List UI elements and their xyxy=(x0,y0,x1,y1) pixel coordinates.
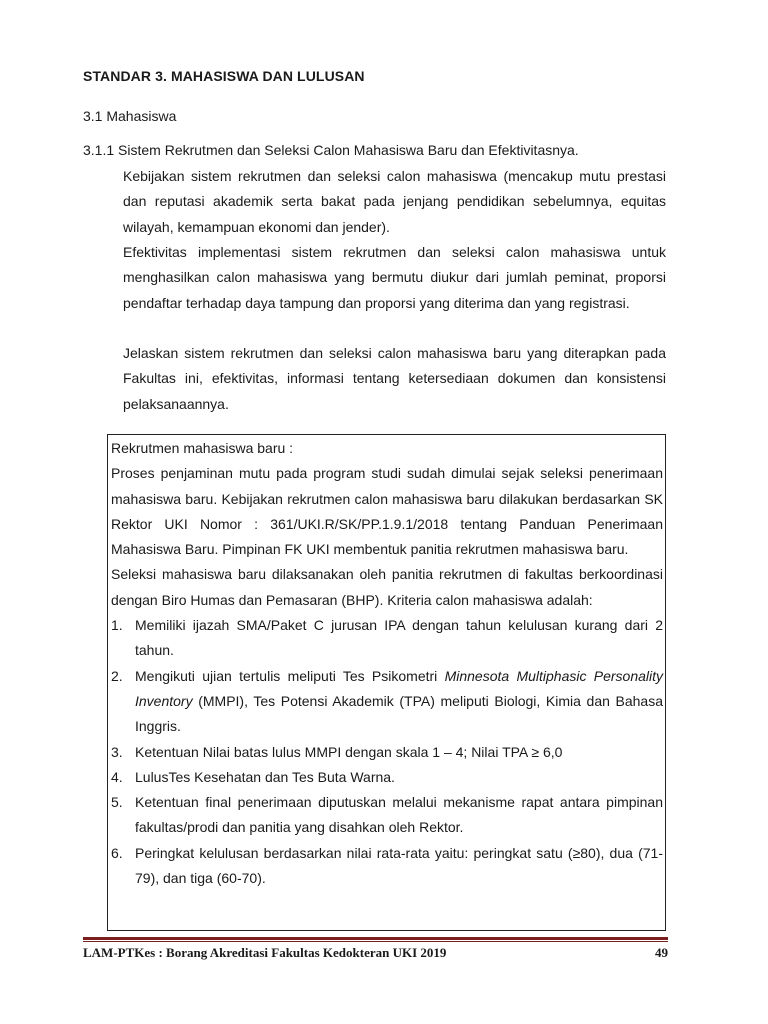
footer-title: LAM-PTKes : Borang Akreditasi Fakultas Kedokteran UKI 2019 xyxy=(83,945,447,960)
list-item xyxy=(111,664,663,740)
intro-paragraph-3 xyxy=(123,341,666,417)
answer-box xyxy=(107,434,666,931)
list-number: 3. xyxy=(111,743,123,760)
page-number: 49 xyxy=(655,945,668,960)
list-number: 4. xyxy=(111,768,123,785)
footer-rule-thick xyxy=(83,937,668,940)
list-text-italic: Minnesota Multiphasic Personality Inventory xyxy=(135,667,664,709)
list-item xyxy=(111,790,663,841)
list-number: 6. xyxy=(111,844,123,861)
list-text-post: (MMPI), Tes Potensi Akademik (TPA) meliputi Biologi, Kimia dan Bahasa Inggris. xyxy=(135,692,663,735)
list-text: LulusTes Kesehatan dan Tes Buta Warna. xyxy=(135,768,395,785)
subsection-heading: 3.1.1 Sistem Rekrutmen dan Seleksi Calon Mahasiswa Baru dan Efektivitasnya. xyxy=(83,142,579,158)
intro-text-3: Jelaskan sistem rekrutmen dan seleksi calon mahasiswa baru yang diterapkan pada Fakultas ini, efektivitas, informasi tentang ketersediaan dokumen dan konsistensi pelaksanaannya. xyxy=(123,345,666,412)
list-item xyxy=(111,765,663,790)
criteria-list xyxy=(111,613,663,891)
list-item xyxy=(111,740,663,765)
list-item xyxy=(111,841,663,892)
box-title: Rekrutmen mahasiswa baru : xyxy=(111,440,294,456)
list-number: 5. xyxy=(111,794,123,811)
box-paragraph-1: Proses penjaminan mutu pada program studi sudah dimulai sejak seleksi penerimaan mahasiswa baru. Kebijakan rekrutmen calon mahasiswa baru dilakukan berdasarkan SK Rektor UKI Nomor : 361/UKI.R/SK/PP.1.9.1/2018 tentang Panduan Penerimaan Mahasiswa Baru. Pimpinan FK UKI membentuk panitia rekrutmen mahasiswa baru. xyxy=(111,465,663,558)
intro-paragraph-1 xyxy=(123,164,666,240)
footer-rule-thin xyxy=(83,941,668,942)
list-text: Memiliki ijazah SMA/Paket C jurusan IPA dengan tahun kelulusan kurang dari 2 tahun. xyxy=(135,617,663,659)
intro-text-2: Efektivitas implementasi sistem rekrutmen dan seleksi calon mahasiswa untuk menghasilkan calon mahasiswa yang bermutu diukur dari jumlah peminat, proporsi pendaftar terhadap daya tampung dan proporsi yang diterima dan yang registrasi. xyxy=(123,244,666,311)
intro-text-1: Kebijakan sistem rekrutmen dan seleksi calon mahasiswa (mencakup mutu prestasi dan reputasi akademik serta bakat pada jenjang pendidikan sebelumnya, equitas wilayah, kemampuan ekonomi dan jender). xyxy=(123,168,666,235)
list-number: 1. xyxy=(111,617,123,634)
list-text-pre: Mengikuti ujian tertulis meliputi Tes Psikometri xyxy=(135,667,445,684)
list-item xyxy=(111,613,663,664)
list-text: Ketentuan Nilai batas lulus MMPI dengan skala 1 – 4; Nilai TPA ≥ 6,0 xyxy=(135,743,563,760)
box-paragraph-2: Seleksi mahasiswa baru dilaksanakan oleh panitia rekrutmen di fakultas berkoordinasi dengan Biro Humas dan Pemasaran (BHP). Kriteria calon mahasiswa adalah: xyxy=(111,566,663,608)
list-text: Ketentuan final penerimaan diputuskan melalui mekanisme rapat antara pimpinan fakultas/prodi dan panitia yang disahkan oleh Rektor. xyxy=(135,794,663,836)
list-number: 2. xyxy=(111,667,123,684)
standard-heading: STANDAR 3. MAHASISWA DAN LULUSAN xyxy=(83,68,365,84)
list-text: Peringkat kelulusan berdasarkan nilai rata-rata yaitu: peringkat satu (≥80), dua (71-79), dan tiga (60-70). xyxy=(135,844,663,887)
section-heading: 3.1 Mahasiswa xyxy=(83,108,177,124)
intro-paragraph-2 xyxy=(123,240,666,316)
